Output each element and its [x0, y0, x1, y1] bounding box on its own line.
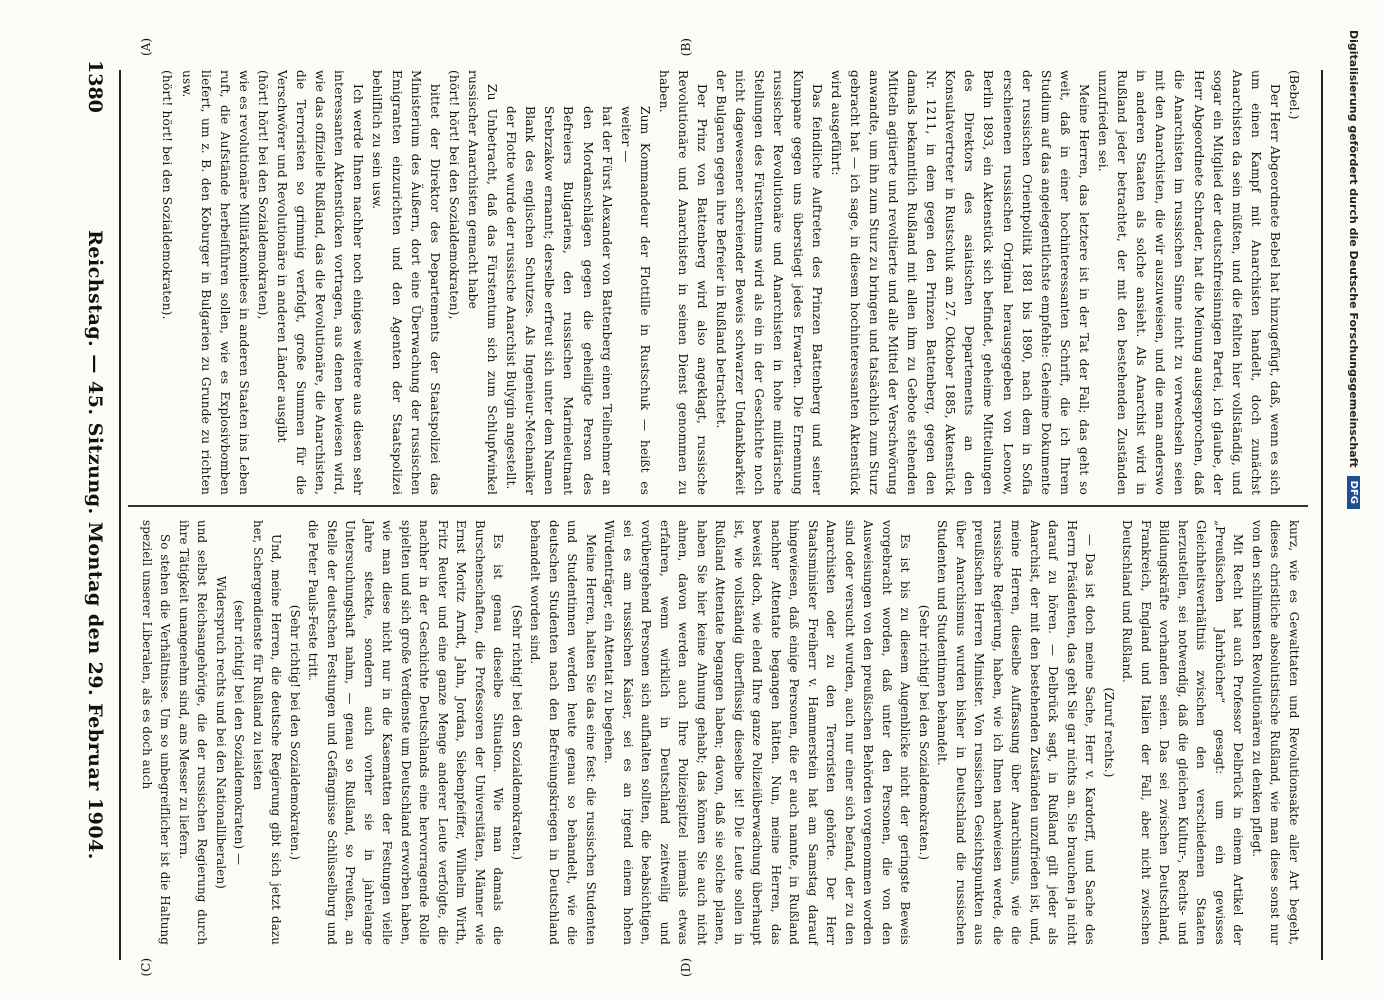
left-column-paragraph: Ich werde Ihnen nachher noch einiges weitere aus diesen sehr interessanten Aktenstücken vortragen, aus denen bewiesen wird, wie das offizielle Rußland, das die Revolutionäre, die Anarchisten, die Terroristen so grimmig verfolgt, große Summen für die Verschwörer und Revolutionäre in anderen Länder ausgibt [275, 70, 366, 495]
right-column-paragraph: Und, meine Herren, die deutsche Regierung gibt sich jetzt dazu her, Schergendienste für Rußland zu leisten [251, 520, 284, 945]
right-column [138, 520, 1304, 945]
margin-letter-d: (D) [679, 958, 693, 977]
right-column-paragraph: So stehen die Verhältnisse. Um so unbegreiflicher ist die Haltung speziell unserer Liberalen, als es doch auch [140, 520, 173, 945]
right-column-paragraph: Meine Herren, halten Sie das eine fest: die russischen Studenten und Studentinnen werden heute genau so behandelt, wie die deutschen Studenten nach den Befreiungskriegen in Deutschland behandelt worden sind. [528, 520, 598, 945]
column-divider [128, 505, 1308, 507]
left-column [157, 70, 1303, 495]
right-column-paragraph: Es ist genau dieselbe Situation. Wie man damals die Burschenschaften, die Professoren der Universitäten, Männer wie Ernst Moritz Arndt, Jahn, Jordan, Siebenpfeiffer, Wilhelm Wirth, Fritz Reuter und eine ganze Menge anderer Leute verfolgte, die nachher in der Geschichte Deutschlands eine hervorragende Rolle spielten und sich große Verdienste um Deutschland erworben haben, wie man diese nicht nur in die Kasematten der Festungen vielle Jahre steckte, sondern auch vorher sie in jahrelange Untersuchungshaft nahm, — genau so Rußland, so Preußen, an Stelle der deutschen Festungen und Gefängnisse Schlüsselburg und die Peter Pauls-Feste tritt. [306, 520, 506, 945]
credit-text: Digitalisierung gefördert durch die Deutsche Forschungsgemeinschaft [1347, 30, 1361, 468]
left-column-paragraph: Zu Unbetracht, daß das Fürstentum sich zum Schlupfwinkel russischer Anarchisten gemacht habe [465, 70, 500, 495]
digitization-credit [1343, 30, 1365, 980]
left-column-paragraph: Zum Kommandeur der Flottille in Rustschuk — heißt es weiter — [618, 106, 652, 495]
left-column-paragraph: Der Prinz von Battenberg wird also angeklagt, russische Revolutionäre und Anarchisten in seinen Dienst genommen zu haben. [656, 70, 710, 495]
page-header [75, 60, 115, 950]
right-column-paragraph: (Zuruf rechts.) [1102, 687, 1116, 778]
left-column-paragraph: Das feindliche Auftreten des Prinzen Battenberg und seiner Kumpane gegen uns überstiegt jedes Erwarten. Die Ernennung russischer Revolutionäre und Anarchisten in hohe militärische Stellungen des Fürstentums wird als ein in der Geschichte noch nicht dagewesener schreiender Beweis schwarzer Undankbarkeit der Bulgaren gegen ihre Befreier in Rußland betrachtet. [714, 70, 824, 495]
left-column-paragraph: wie es revolutionäre Militärkomitees in anderen Staaten ins Leben ruft, die Aufstände herbeiführen sollen, wie es Explosivbomben liefert, um z. B. den Koburger in Bulgarien zu Grunde zu richten usw. [179, 70, 251, 495]
right-column-paragraph: (Sehr richtig! bei den Sozialdemokraten.) [288, 604, 302, 861]
left-column-paragraph: hat der Fürst Alexander von Battenberg einen Teilnehmer an den Mordanschlägen gegen die geheiligte Person des Befreiers Bulgariens, den russischen Marineleutnant Srebrzakow ernannt; derselbe erfreut sich unter dem Namen Blank des englischen Schutzes. Als Ingenieur-Mechaniker der Flotte wurde der russische Anarchist Bulygin angestellt. [504, 106, 614, 495]
margin-letter-a: (A) [139, 38, 153, 57]
right-column-paragraph: — Das ist doch meine Sache, Herr v. Kardorff, und Sache des Herrn Präsidenten, das geht Sie gar nichts an. Sie brauchen ja nicht darauf zu hören. — Delbrück sagt, in Rußland gilt jeder als Anarchist, der mit den bestehenden Zuständen unzufrieden ist, und, meine Herren, dieselbe Auffassung über Anarchismus, wie die russische Regierung, haben, wie ich Ihnen nachweisen werde, die preußischen Herren Minister. Von russischen Gesichtspunkten aus über Anarchismus wurden bisher in Deutschland die russischen Studenten und Studentinnen behandelt. [935, 520, 1098, 945]
left-column-paragraph: (Bebel.) [1287, 70, 1301, 120]
left-column-paragraph: (hört! hört! bei den Sozialdemokraten). [160, 70, 175, 320]
right-column-paragraph: (Sehr richtig! bei den Sozialdemokraten.) [510, 604, 524, 861]
right-column-paragraph: Widerspruch rechts und bei den Nationalliberalen) [214, 576, 228, 889]
top-rule [1321, 70, 1323, 960]
dfg-logo: DFG [1348, 476, 1361, 509]
margin-letter-b: (B) [679, 38, 693, 57]
right-column-paragraph: Es ist bis zu diesem Augenblicke nicht der geringste Beweis vorgebracht worden, daß unter den Personen, die von den Ausweisungen von den preußischen Behörden vorgenommen worden sind oder versucht wurden, auch nur einer sich befand, der zu den Anarchisten oder zu den Terroristen gehörte. Der Herr Staatsminister Freiherr v. Hammerstein hat am Samstag darauf hingewiesen, daß einige Personen, die er auch nannte, in Rußland nachher Attentate begangen hätten. Nun, meine Herren, das beweist doch, wie elend Ihre ganze Polizeiüberwachung überhaupt ist, wie vollständig überflüssig dieselbe ist! Die Leute sollen in Rußland Attentate begangen haben; davon, daß sie solche planen, haben Sie hier keine Ahnung gehabt; das können Sie auch nicht ahnen, davon werden auch Ihre Polizeispitzel niemals etwas erfahren, wenn wirklich in Deutschland zeitweilig und vorübergehend Personen sich aufhalten sollten, die beabsichtigen, sei es am russischen Kaiser, sei es an irgend einem hohen Würdenträger, ein Attentat zu begehen. [602, 520, 913, 945]
margin-letter-c: (C) [139, 958, 153, 977]
left-column-paragraph: Der Herr Abgeordnete Bebel hat hinzugefügt, daß, wenn es sich um einen Kampf mit Anarchisten handelt, doch zunächst Anarchisten da sein müßten, und die fehlten hier vollständig, und sogar ein Mitglied der deutschfreisinnigen Partei, ich glaube, der Herr Abgeordnete Schrader, hat die Meinung ausgesprochen, daß die Anarchisten im russischen Sinne nicht zu verwechseln seien mit den Anarchisten, die wir auszuweisen, und die man anderswo in anderen Staaten als solche ansieht. Als Anarchist wird in Rußland jeder betrachtet, der mit den bestehenden Zuständen unzufrieden sei. [1096, 70, 1282, 495]
running-title: Reichstag. — 45. Sitzung. Montag den 29. Februar 1904. [84, 230, 106, 860]
right-column-paragraph: (Sehr richtig! bei den Sozialdemokraten.) [917, 604, 931, 861]
right-column-paragraph: kurz, wie es Gewalttaten und Revolutionsakte aller Art begeht, dieses christliche absolutistische Rußland, wie man diese sonst nur von den schlimmsten Revolutionären zu denken pflegt. [1250, 520, 1301, 945]
right-column-paragraph: (sehr richtig! bei den Sozialdemokraten) — [232, 599, 247, 866]
left-column-paragraph: (hört! hört! bei den Sozialdemokraten), [446, 70, 461, 320]
left-column-paragraph: Meine Herren, das letztere ist in der Tat der Fall; das geht so weit, daß in einer hochinteressanten Schrift, die ich Ihrem Studium auf das angelegentlichste empfehle: Geheime Dokumente der russischen Orientpolitik 1881 bis 1890, nach dem in Sofia erschienenen russischen Original herausgegeben von Leonow, Berlin 1893, ein Aktenstück sich befindet, geheime Mitteilungen des Direktors des asiatischen Departements an den Konsulatvertreter in Rustschuk am 27. Oktober 1885, Aktenstück Nr. 1211, in dem gegen den Prinzen Battenberg, gegen den damals bekanntlich Rußland mit allen ihm zu Gebote stehenden Mitteln agitierte und revoltierte und alle Mittel der Verschwörung anwandte, um ihn zum Sturz zu bringen und tatsächlich zum Sturz gebracht hat — ich sage, in diesem hochinteressanten Aktenstück wird ausgeführt: [828, 70, 1091, 495]
left-column-paragraph: (hört! hört! bei den Sozialdemokraten), [255, 70, 270, 320]
left-column-paragraph: bittet der Direktor des Departements der Staatspolizei das Ministerium des Äußern, dort eine Überwachung der russischen Emigranten einzurichten und den Agenten der Staatspolizei behilflich zu sein usw. [370, 70, 442, 495]
right-column-paragraph: und selbst Reichsangehörige, die der russischen Regierung durch ihre Tätigkeit unangenehm sind, ans Messer zu liefern. [177, 520, 210, 945]
page-number: 1380 [84, 60, 106, 113]
header-rule [119, 70, 121, 960]
right-column-paragraph: Mit Recht hat auch Professor Delbrück in einem Artikel der „Preußischen Jahrbücher“ gesagt: um ein gewisses Gleichheitsverhältnis zwischen den verschiedenen Staaten herzustellen, sei notwendig, daß die gleichen Kultur-, Rechts- und Bildungskräfte vorhanden seien. Das sei zwischen Deutschland, Frankreich, England und Italien der Fall, aber nicht zwischen Deutschland und Rußland. [1120, 520, 1246, 945]
